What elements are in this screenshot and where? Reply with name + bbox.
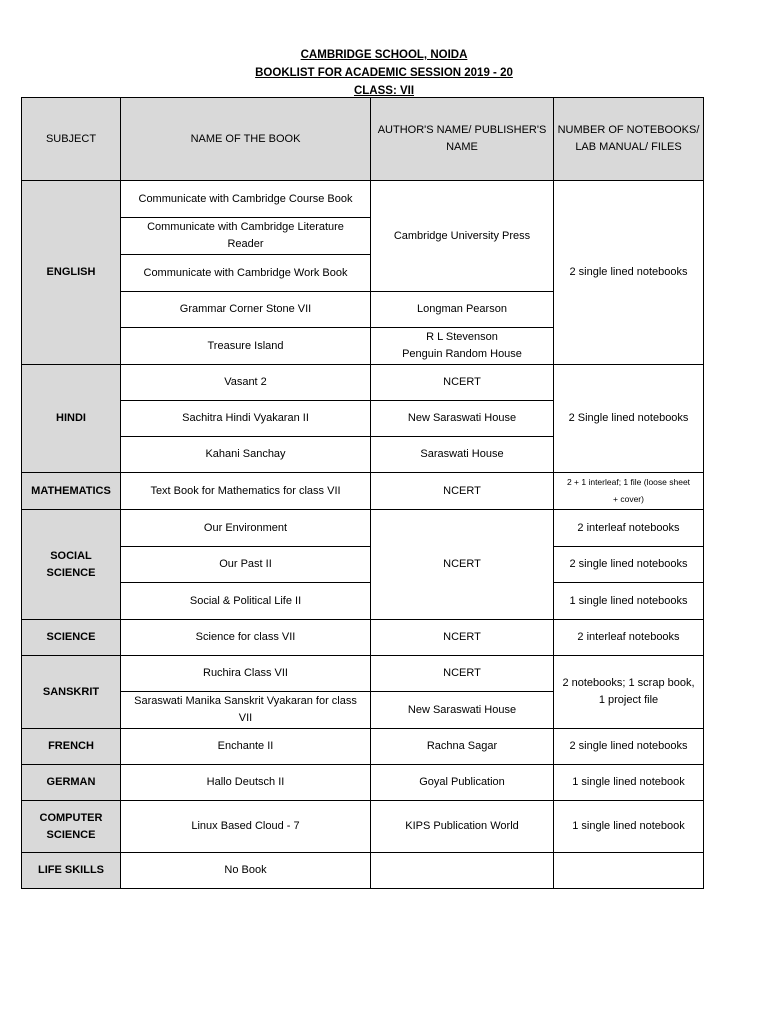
author-name: NCERT [371, 473, 554, 510]
book-name: Vasant 2 [121, 365, 371, 401]
notebooks-count-line1: 2 notebooks; 1 scrap book, [562, 677, 695, 689]
table-row [22, 656, 704, 692]
table-row [22, 473, 704, 510]
booklist-table [21, 97, 704, 889]
book-name: Our Environment [121, 510, 371, 547]
author-name-line1: R L Stevenson [426, 331, 498, 343]
notebooks-count: 2 Single lined notebooks [554, 365, 704, 473]
table-row [22, 583, 704, 620]
column-header-book: NAME OF THE BOOK [121, 98, 371, 181]
table-row [22, 853, 704, 889]
author-name: New Saraswati House [371, 692, 554, 729]
book-name: Kahani Sanchay [121, 437, 371, 473]
notebooks-count: 1 single lined notebook [554, 801, 704, 853]
subject-english: ENGLISH [22, 181, 121, 365]
author-name: Goyal Publication [371, 765, 554, 801]
author-name: KIPS Publication World [371, 801, 554, 853]
book-name: Social & Political Life II [121, 583, 371, 620]
table-row [22, 365, 704, 401]
author-name [371, 328, 554, 365]
author-name-line2: Penguin Random House [402, 348, 522, 360]
book-name: Treasure Island [121, 328, 371, 365]
column-header-author-line1: AUTHOR'S NAME/ PUBLISHER'S [377, 124, 547, 136]
notebooks-count: 2 single lined notebooks [554, 181, 704, 365]
book-name: No Book [121, 853, 371, 889]
notebooks-count-line2: + cover) [613, 494, 644, 504]
booklist-title: BOOKLIST FOR ACADEMIC SESSION 2019 - 20 [255, 67, 513, 79]
subject-computer-science [22, 801, 121, 853]
book-name: Linux Based Cloud - 7 [121, 801, 371, 853]
book-name: Hallo Deutsch II [121, 765, 371, 801]
notebooks-count: 2 single lined notebooks [554, 547, 704, 583]
author-name: NCERT [371, 365, 554, 401]
column-header-notebooks [554, 98, 704, 181]
column-header-author [371, 98, 554, 181]
class-label: CLASS: VII [353, 85, 415, 97]
book-name: Grammar Corner Stone VII [121, 292, 371, 328]
subject-french: FRENCH [22, 729, 121, 765]
author-name: New Saraswati House [371, 401, 554, 437]
table-row [22, 765, 704, 801]
subject-german: GERMAN [22, 765, 121, 801]
notebooks-count [554, 656, 704, 729]
book-name: Communicate with Cambridge Course Book [121, 181, 371, 218]
book-name-line2: VII [238, 712, 253, 724]
notebooks-count: 1 single lined notebooks [554, 583, 704, 620]
book-name: Science for class VII [121, 620, 371, 656]
book-name: Communicate with Cambridge Work Book [121, 255, 371, 292]
column-header-notebooks-line1: NUMBER OF NOTEBOOKS/ [557, 124, 700, 136]
subject-sanskrit: SANSKRIT [22, 656, 121, 729]
subject-line1: COMPUTER [39, 811, 103, 824]
author-name: NCERT [371, 620, 554, 656]
author-name: NCERT [371, 656, 554, 692]
book-name [121, 692, 371, 729]
notebooks-count-line2: 1 project file [598, 694, 659, 706]
book-name: Our Past II [121, 547, 371, 583]
document-header [0, 46, 768, 100]
table-row [22, 510, 704, 547]
subject-social-science: SOCIAL SCIENCE [22, 510, 121, 620]
table-row [22, 620, 704, 656]
book-name: Ruchira Class VII [121, 656, 371, 692]
subject-science: SCIENCE [22, 620, 121, 656]
subject-mathematics: MATHEMATICS [22, 473, 121, 510]
author-name: Rachna Sagar [371, 729, 554, 765]
table-row [22, 729, 704, 765]
subject-life-skills: LIFE SKILLS [22, 853, 121, 889]
book-name: Enchante II [121, 729, 371, 765]
table-row [22, 181, 704, 218]
notebooks-count: 2 single lined notebooks [554, 729, 704, 765]
subject-hindi: HINDI [22, 365, 121, 473]
notebooks-count [554, 853, 704, 889]
book-name [121, 218, 371, 255]
notebooks-count: 2 interleaf notebooks [554, 510, 704, 547]
table-row [22, 801, 704, 853]
book-name-line1: Communicate with Cambridge Literature [147, 221, 344, 233]
author-name [371, 853, 554, 889]
book-name: Text Book for Mathematics for class VII [121, 473, 371, 510]
column-header-author-line2: NAME [446, 141, 478, 153]
author-name: Saraswati House [371, 437, 554, 473]
school-name: CAMBRIDGE SCHOOL, NOIDA [300, 49, 468, 61]
author-name: Cambridge University Press [371, 181, 554, 292]
notebooks-count [554, 473, 704, 510]
author-name: NCERT [371, 510, 554, 620]
notebooks-count-line1: 2 + 1 interleaf; 1 file (loose sheet [566, 477, 691, 487]
subject-line2: SCIENCE [46, 828, 96, 841]
table-row [22, 547, 704, 583]
notebooks-count: 1 single lined notebook [554, 765, 704, 801]
book-name-line2: Reader [227, 238, 264, 250]
author-name: Longman Pearson [371, 292, 554, 328]
column-header-subject: SUBJECT [22, 98, 121, 181]
book-name-line1: Saraswati Manika Sanskrit Vyakaran for class [134, 695, 357, 707]
book-name: Sachitra Hindi Vyakaran II [121, 401, 371, 437]
column-header-notebooks-line2: LAB MANUAL/ FILES [575, 141, 682, 153]
notebooks-count: 2 interleaf notebooks [554, 620, 704, 656]
table-header-row [22, 98, 704, 181]
